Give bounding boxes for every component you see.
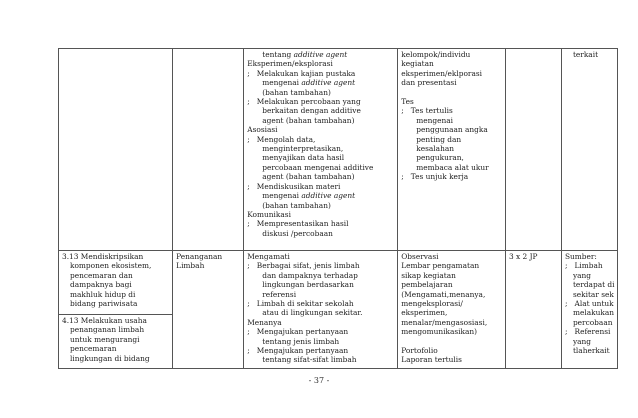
table-row bbox=[59, 251, 618, 315]
cell-line: mengomunikasikan) bbox=[401, 327, 478, 337]
kompetensi-dasar-cell bbox=[59, 49, 173, 251]
cell-line: pencemaran bbox=[70, 344, 117, 354]
cell-line: mengenai additive agent bbox=[262, 78, 356, 88]
cell-line: tlaherkait bbox=[572, 346, 610, 356]
table-row bbox=[59, 49, 618, 251]
cell-line: Eksperimen/eksplorasi bbox=[247, 59, 333, 69]
cell-line: Limbah bbox=[176, 261, 205, 271]
kompetensi-dasar-3-13-cell bbox=[59, 251, 173, 315]
cell-line: ; Melakukan percobaan yang bbox=[247, 97, 361, 107]
cell-line: atau di lingkungan sekitar. bbox=[262, 308, 363, 318]
cell-line: lingkungan di bidang bbox=[70, 353, 150, 363]
cell-line: pencemaran dan bbox=[70, 270, 133, 280]
cell-line: tentang sifat-sifat limbah bbox=[262, 355, 357, 365]
cell-line: dan presentasi bbox=[401, 78, 457, 88]
cell-line: diskusi /percobaan bbox=[262, 228, 333, 238]
cell-line: tentang additive agent bbox=[262, 50, 348, 59]
cell-line: penanganan limbah bbox=[70, 325, 145, 335]
cell-line: makhluk hidup di bbox=[70, 289, 136, 299]
cell-line: penggunaan angka bbox=[416, 125, 488, 135]
cell-line: menginterpretasikan, bbox=[262, 144, 344, 154]
cell-line: percobaan bbox=[572, 317, 613, 327]
cell-line: ; Referensi bbox=[564, 327, 611, 337]
cell-line: ; Berbagai sifat, jenis limbah bbox=[247, 261, 360, 271]
cell-line: melakukan bbox=[572, 308, 614, 318]
cell-line: yang bbox=[572, 270, 592, 280]
cell-line: membaca alat ukur bbox=[416, 162, 489, 172]
penilaian-cell bbox=[398, 251, 506, 369]
kompetensi-dasar-4-13-cell bbox=[59, 315, 173, 369]
cell-line: ; Mengolah data, bbox=[247, 134, 316, 144]
cell-line: (Mengamati,menanya, bbox=[401, 289, 486, 299]
penilaian-cell bbox=[398, 49, 506, 251]
cell-line: dan dampaknya terhadap bbox=[262, 270, 358, 280]
syllabus-table bbox=[58, 48, 618, 369]
cell-line: ; Mengajukan pertanyaan bbox=[247, 346, 349, 356]
cell-line: ; Mengajukan pertanyaan bbox=[247, 327, 349, 337]
cell-line: menyajikan data hasil bbox=[262, 153, 345, 163]
cell-line: Lembar pengamatan bbox=[401, 261, 480, 271]
cell-line: ; Melakukan kajian pustaka bbox=[247, 68, 356, 78]
cell-line: Mengamati bbox=[247, 252, 290, 261]
alokasi-waktu-value: 3 x 2 JP bbox=[508, 252, 538, 261]
cell-line: sikap kegiatan bbox=[401, 270, 456, 280]
cell-line: ; Mempresentasikan hasil bbox=[247, 219, 349, 229]
materi-pokok-cell bbox=[173, 49, 244, 251]
cell-line: penting dan bbox=[416, 134, 462, 144]
cell-line: lingkungan berdasarkan bbox=[262, 280, 354, 290]
cell-line: ; Mendiskusikan materi bbox=[247, 181, 341, 191]
cell-line: (bahan tambahan) bbox=[262, 87, 331, 97]
cell-line: tentang jenis limbah bbox=[262, 336, 340, 346]
materi-pokok-cell bbox=[173, 251, 244, 369]
cell-line: ; Limbah di sekitar sekolah bbox=[247, 299, 354, 309]
sumber-belajar-cell bbox=[561, 251, 617, 369]
cell-line: eksperimen, bbox=[401, 308, 448, 318]
cell-line: Tes bbox=[401, 97, 414, 107]
cell-line: Asosiasi bbox=[247, 125, 278, 135]
cell-line: mengenai additive agent bbox=[262, 191, 356, 201]
cell-line: sekitar sek bbox=[572, 289, 614, 299]
cell-line: (bahan tambahan) bbox=[262, 200, 331, 210]
cell-line: 3.13 Mendiskripsikan bbox=[62, 252, 144, 261]
cell-line: pengukuran, bbox=[416, 153, 464, 163]
cell-line: percobaan mengenai additive bbox=[262, 162, 374, 172]
cell-line: bidang pariwisata bbox=[70, 299, 138, 309]
cell-line: Komunikasi bbox=[247, 209, 291, 219]
page-number: - 37 - bbox=[308, 376, 330, 385]
cell-line bbox=[401, 88, 502, 97]
cell-line: ; Limbah bbox=[564, 261, 603, 271]
cell-line: dampaknya bagi bbox=[70, 280, 132, 290]
kegiatan-pembelajaran-cell bbox=[244, 49, 398, 251]
cell-line: Laporan tertulis bbox=[401, 355, 462, 365]
kegiatan-pembelajaran-cell bbox=[244, 251, 398, 369]
alokasi-waktu-cell bbox=[505, 49, 561, 251]
cell-line: kesalahan bbox=[416, 144, 454, 154]
cell-line: pembelajaran bbox=[401, 280, 453, 290]
cell-line: kelompok/individu bbox=[401, 50, 471, 59]
cell-line: Portofolio bbox=[401, 346, 438, 356]
cell-line: mengeksplorasi/ bbox=[401, 299, 463, 309]
cell-line: terdapat di bbox=[572, 280, 615, 290]
cell-line: ; Alat untuk bbox=[564, 299, 614, 309]
cell-line: menalar/mengasosiasi, bbox=[401, 317, 488, 327]
cell-line: yang bbox=[572, 336, 592, 346]
cell-line: komponen ekosistem, bbox=[70, 261, 152, 271]
cell-line: Observasi bbox=[401, 252, 439, 261]
cell-line: 4.13 Melakukan usaha bbox=[62, 316, 147, 325]
cell-line: agent (bahan tambahan) bbox=[262, 115, 355, 125]
cell-line: eksperimen/eklporasi bbox=[401, 68, 483, 78]
cell-line: terkait bbox=[572, 50, 599, 59]
cell-line: referensi bbox=[262, 289, 297, 299]
sumber-belajar-cell bbox=[561, 49, 617, 251]
cell-line bbox=[401, 337, 502, 346]
cell-line: berkaitan dengan additive bbox=[262, 106, 361, 116]
cell-line: kegiatan bbox=[401, 59, 434, 69]
cell-line: untuk mengurangi bbox=[70, 334, 140, 344]
cell-line: Penanganan bbox=[176, 252, 223, 261]
cell-line: mengenai bbox=[416, 115, 454, 125]
cell-line: agent (bahan tambahan) bbox=[262, 172, 355, 182]
cell-line: Sumber: bbox=[564, 252, 597, 261]
alokasi-waktu-cell bbox=[505, 251, 561, 369]
cell-line: Menanya bbox=[247, 317, 282, 327]
cell-line: ; Tes tertulis bbox=[401, 106, 453, 116]
cell-line: ; Tes unjuk kerja bbox=[401, 172, 469, 182]
